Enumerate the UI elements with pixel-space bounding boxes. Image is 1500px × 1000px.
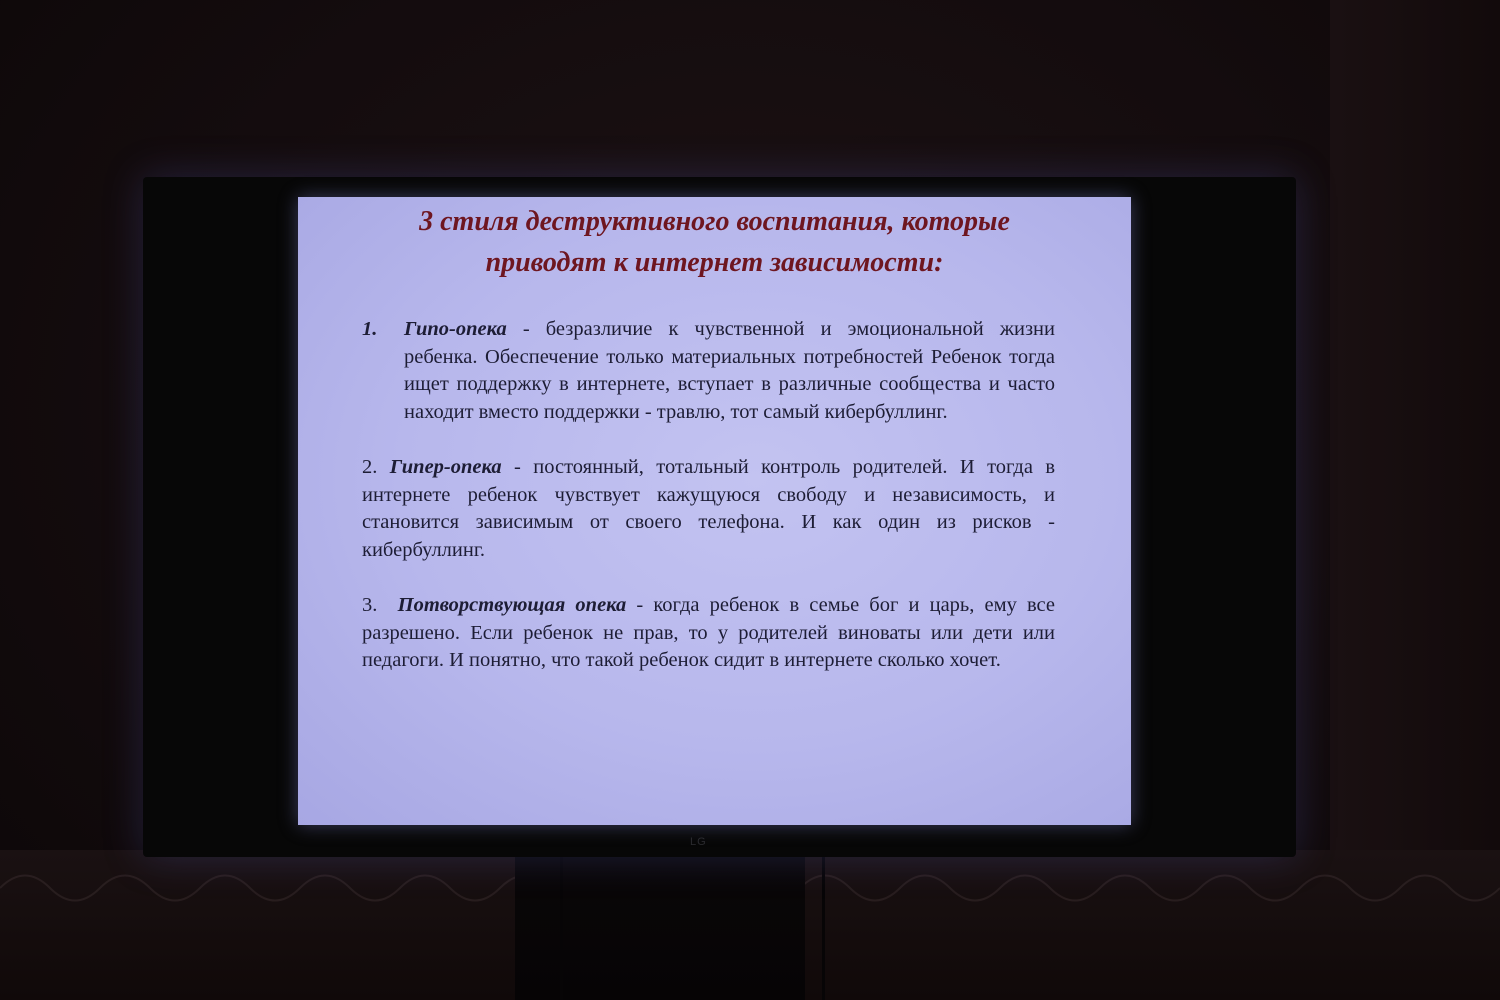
item-number: 3. bbox=[362, 594, 378, 616]
cable bbox=[822, 855, 825, 1000]
title-line-1: 3 стиля деструктивного воспитания, которые bbox=[419, 206, 1010, 237]
cable bbox=[560, 855, 563, 1000]
title-line-2: приводят к интернет зависимости: bbox=[485, 247, 944, 278]
item-term: Гипер-опека bbox=[389, 456, 502, 478]
monitor-stand bbox=[515, 850, 805, 1000]
slide-title bbox=[298, 201, 1131, 283]
item-text: - безразличие к чувственной и эмоциональной жизни ребенка. Обеспечение только материальных потребностей Ребенок тогда ищет поддержку в интернете, вступает в различные сообщества и часто находит вместо поддержки - травлю, тот самый кибербуллинг. bbox=[404, 318, 1055, 423]
monitor-logo: LG bbox=[690, 836, 707, 848]
item-text: - постоянный, тотальный контроль родителей. И тогда в интернете ребенок чувствует кажущуюся свободу и независимость, и становится зависимым от своего телефона. И как один из рисков - кибербуллинг. bbox=[362, 456, 1056, 561]
item-number: 1. bbox=[362, 318, 378, 340]
item-term: Гипо-опека bbox=[404, 318, 507, 340]
list-item bbox=[362, 454, 1055, 564]
list-item bbox=[362, 316, 1055, 426]
slide-body bbox=[362, 316, 1055, 675]
item-term: Потворствующая опека bbox=[397, 594, 627, 616]
item-text: - когда ребенок в семье бог и царь, ему все разрешено. Если ребенок не прав, то у родителей виноваты или дети или педагоги. И понятно, что такой ребенок сидит в интернете сколько хочет. bbox=[362, 594, 1055, 671]
presentation-slide bbox=[298, 197, 1131, 825]
item-number: 2. bbox=[362, 456, 378, 478]
list-item bbox=[362, 592, 1055, 675]
